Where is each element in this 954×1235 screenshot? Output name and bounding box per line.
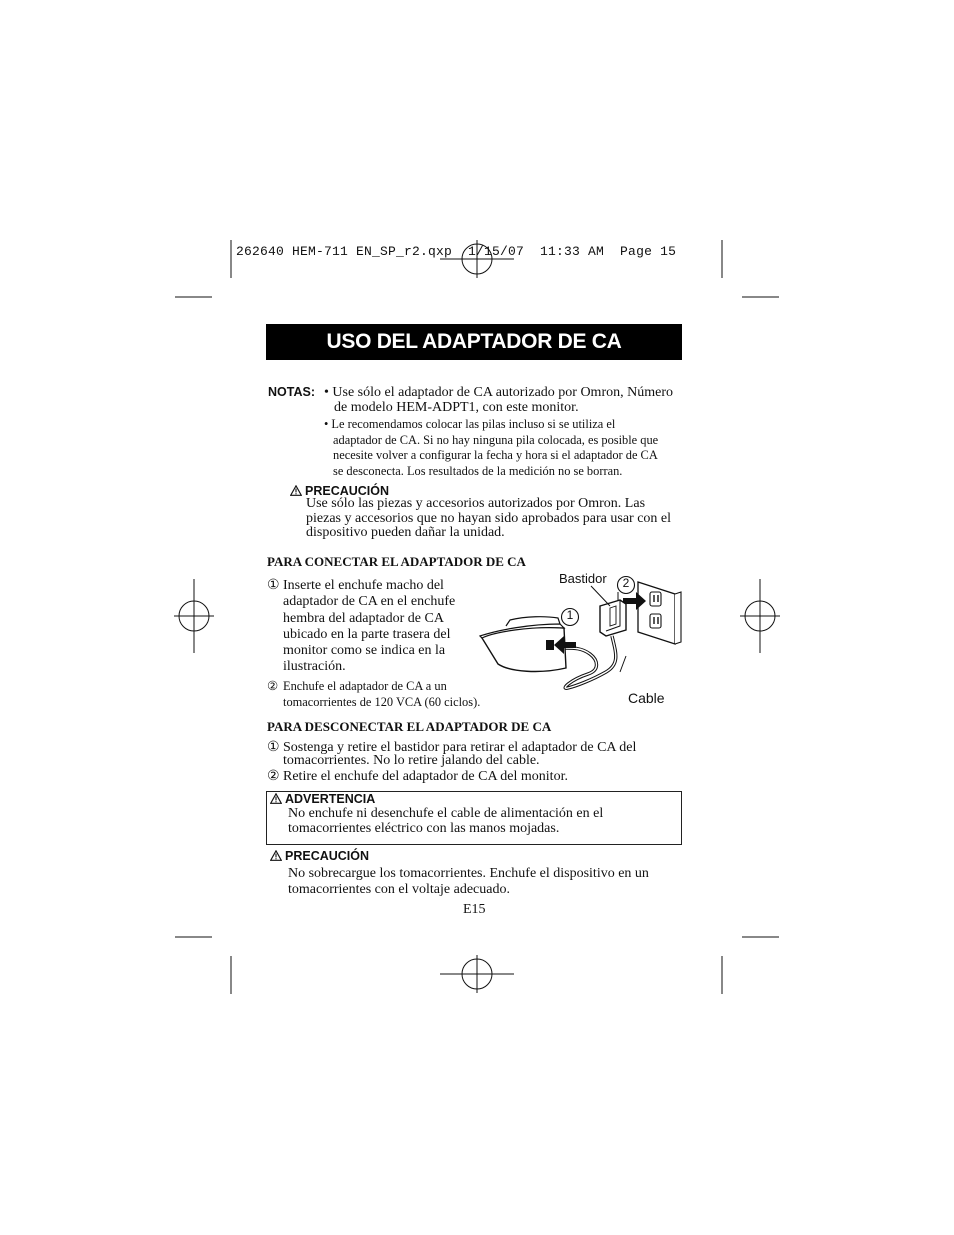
connect-heading: PARA CONECTAR EL ADAPTADOR DE CA [267,554,526,569]
warning-triangle-icon [270,793,282,804]
caution-1-line-1: Use sólo las piezas y accesorios autorizados por Omron. Las [306,496,646,511]
disconnect-step-1 [267,741,636,767]
warning-line-2: tomacorrientes eléctrico con las manos mojadas. [288,820,560,836]
caution-1-line-3: dispositivo pueden dañar la unidad. [306,525,505,540]
label-housing: Bastidor [559,571,607,586]
disconnect-step-2 [267,769,568,784]
caution-2-line-2: tomacorrientes con el voltaje adecuado. [288,882,510,897]
caution-label-2: PRECAUCIÓN [285,849,370,863]
note-1-line-1: • Use sólo el adaptador de CA autorizado por Omron, Número [324,385,673,400]
step-1-marker: ① [267,578,280,593]
connect-step-1-line-4: ubicado en la parte trasera del [283,626,451,642]
connect-step-2-line-2: tomacorrientes de 120 VCA (60 ciclos). [283,695,481,709]
note-1 [324,385,673,415]
label-cable: Cable [628,690,665,706]
connect-step-1-line-6: ilustración. [283,659,346,675]
outlet-socket-upper [650,592,661,606]
disconnect-step-1-marker: ① [267,740,280,755]
caution-1-line-2: piezas y accesorios que no hayan sido aprobados para usar con el [306,510,672,526]
note-2-line-3: necesite volver a configurar la fecha y hora si el adaptador de CA [333,448,658,462]
connect-step-1-line-2: adaptador de CA en el enchufe [283,594,456,610]
registration-target-bottom [440,955,514,993]
note-2-line-1: • Le recomendamos colocar las pilas incluso si se utiliza el [324,417,616,431]
ac-adapter-illustration [470,568,685,708]
warning-heading [270,792,375,806]
monitor-jack [546,640,554,650]
caution-label-1: PRECAUCIÓN [305,484,390,498]
section-title-bar [266,324,682,360]
connect-step-1-line-3: hembra del adaptador de CA [283,610,444,626]
wall-outlet-plate [638,582,675,644]
outlet-socket-lower [650,614,661,628]
page-number: E15 [463,902,486,917]
disconnect-step-1-line-1: Sostenga y retire el bastidor para retirar el adaptador de CA del [283,740,637,755]
caution-text-2 [288,866,649,898]
caution-heading-2 [270,849,369,863]
connect-step-1 [267,578,455,676]
print-slug-line: 262640 HEM-711 EN_SP_r2.qxp 1/15/07 11:33 AM Page 15 [236,244,677,259]
disconnect-heading: PARA DESCONECTAR EL ADAPTADOR DE CA [267,719,552,734]
page-title: USO DEL ADAPTADOR DE CA [326,330,622,353]
warning-triangle-icon [270,850,282,861]
connect-step-1-line-1: Inserte el enchufe macho del [283,578,444,593]
registration-target-right [740,579,780,653]
callout-number-2: 2 [622,576,630,590]
connect-step-1-line-5: monitor como se indica en la [283,643,446,659]
warning-label: ADVERTENCIA [285,792,376,806]
note-2 [324,417,658,479]
callout-number-1: 1 [566,608,574,622]
connect-step-2-line-1: Enchufe el adaptador de CA a un [283,679,447,693]
connect-step-2 [267,678,480,710]
caution-2-line-1: No sobrecargue los tomacorrientes. Enchufe el dispositivo en un [288,866,649,881]
note-2-line-4: se desconecta. Los resultados de la medición no se borran. [333,463,623,478]
disconnect-step-2-line-1: Retire el enchufe del adaptador de CA del monitor. [283,769,568,784]
warning-text [288,807,603,836]
note-1-line-2: de modelo HEM-ADPT1, con este monitor. [334,400,579,415]
note-2-line-2: adaptador de CA. Si no hay ninguna pila colocada, es posible que [333,432,659,447]
warning-line-1: No enchufe ni desenchufe el cable de alimentación en el [288,806,604,821]
caution-text-1 [306,497,671,541]
disconnect-step-1-line-2: tomacorrientes. No lo retire jalando del cable. [283,753,540,768]
warning-triangle-icon [290,485,302,496]
registration-target-left [174,579,214,653]
disconnect-step-2-marker: ② [267,769,280,784]
notes-label: NOTAS: [268,385,315,399]
step-2-marker: ② [267,679,279,693]
adapter-housing [600,600,626,636]
